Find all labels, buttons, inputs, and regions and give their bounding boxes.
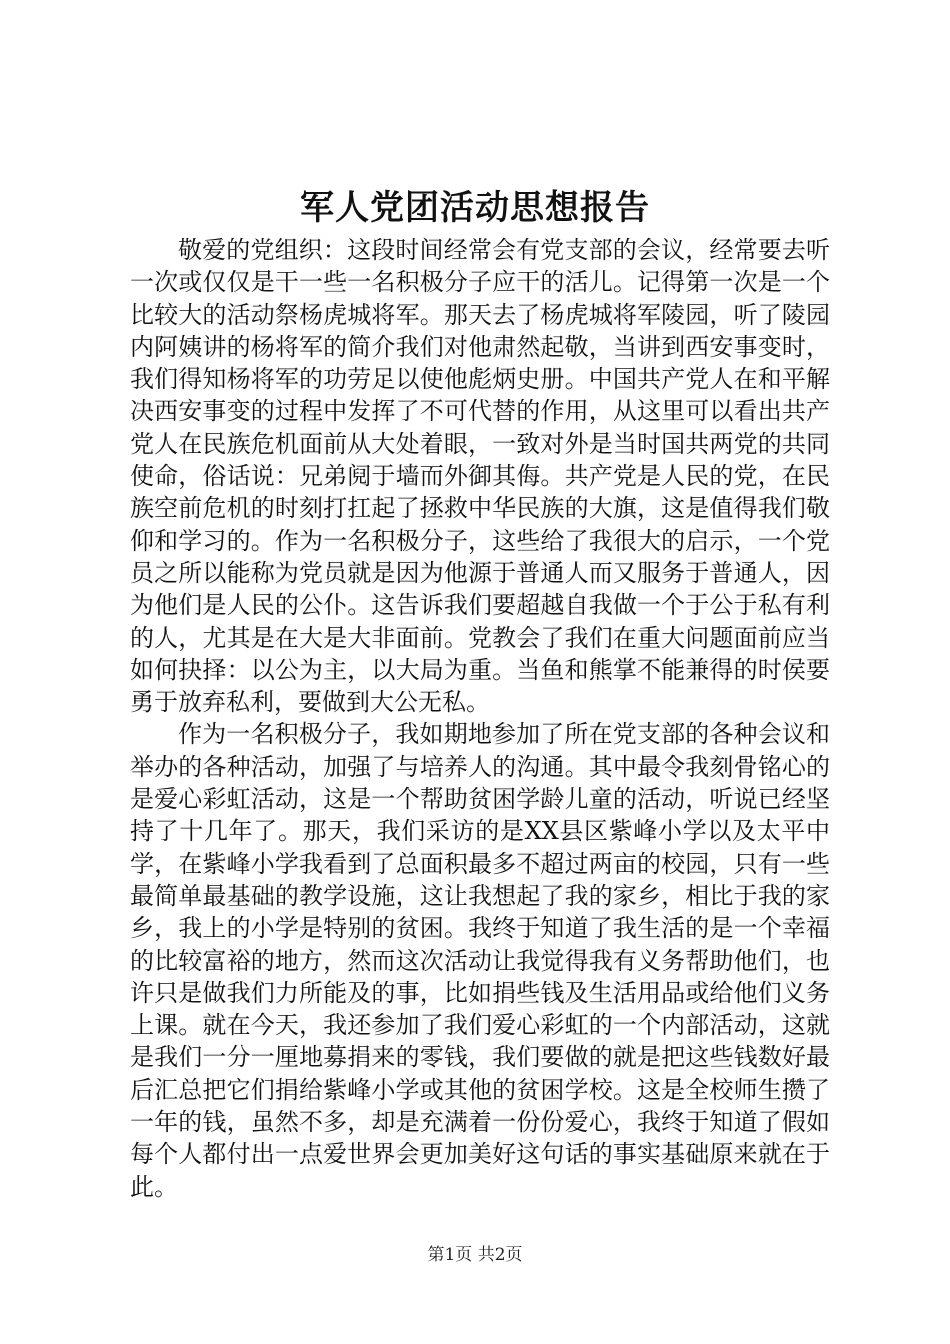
document-body	[130, 234, 830, 1203]
page-number-footer: 第1页 共2页	[427, 1245, 523, 1265]
document-title: 军人党团活动思想报告	[300, 188, 650, 228]
paragraph-1: 敬爱的党组织：这段时间经常会有党支部的会议，经常要去听一次或仅仅是干一些一名积极分子应干的活儿。记得第一次是一个比较大的活动祭杨虎城将军。那天去了杨虎城将军陵园，听了陵园内阿姨讲的杨将军的简介我们对他肃然起敬，当讲到西安事变时，我们得知杨将军的功劳足以使他彪炳史册。中国共产党人在和平解决西安事变的过程中发挥了不可代替的作用，从这里可以看出共产党人在民族危机面前从大处着眼，一致对外是当时国共两党的共同使命，俗话说：兄弟阋于墙而外御其侮。共产党是人民的党，在民族空前危机的时刻打扛起了拯救中华民族的大旗，这是值得我们敬仰和学习的。作为一名积极分子，这些给了我很大的启示，一个党员之所以能称为党员就是因为他源于普通人而又服务于普通人，因为他们是人民的公仆。这告诉我们要超越自我做一个于公于私有利的人，尤其是在大是大非面前。党教会了我们在重大问题面前应当如何抉择：以公为主，以大局为重。当鱼和熊掌不能兼得的时侯要勇于放弃私利，要做到大公无私。	[130, 236, 830, 717]
paragraph-2: 作为一名积极分子，我如期地参加了所在党支部的各种会议和举办的各种活动，加强了与培养人的沟通。其中最令我刻骨铭心的是爱心彩虹活动，这是一个帮助贫困学龄儿童的活动，听说已经坚持了十几年了。那天，我们采访的是XX县区紫峰小学以及太平中学，在紫峰小学我看到了总面积最多不超过两亩的校园，只有一些最简单最基础的教学设施，这让我想起了我的家乡，相比于我的家乡，我上的小学是特别的贫困。我终于知道了我生活的是一个幸福的比较富裕的地方，然而这次活动让我觉得我有义务帮助他们，也许只是做我们力所能及的事，比如捐些钱及生活用品或给他们义务上课。就在今天，我还参加了我们爱心彩虹的一个内部活动，这就是我们一分一厘地募捐来的零钱，我们要做的就是把这些钱数好最后汇总把它们捐给紫峰小学或其他的贫困学校。这是全校师生攒了一年的钱，虽然不多，却是充满着一份份爱心，我终于知道了假如每个人都付出一点爱世界会更加美好这句话的事实基础原来就在于此。	[130, 720, 830, 1201]
